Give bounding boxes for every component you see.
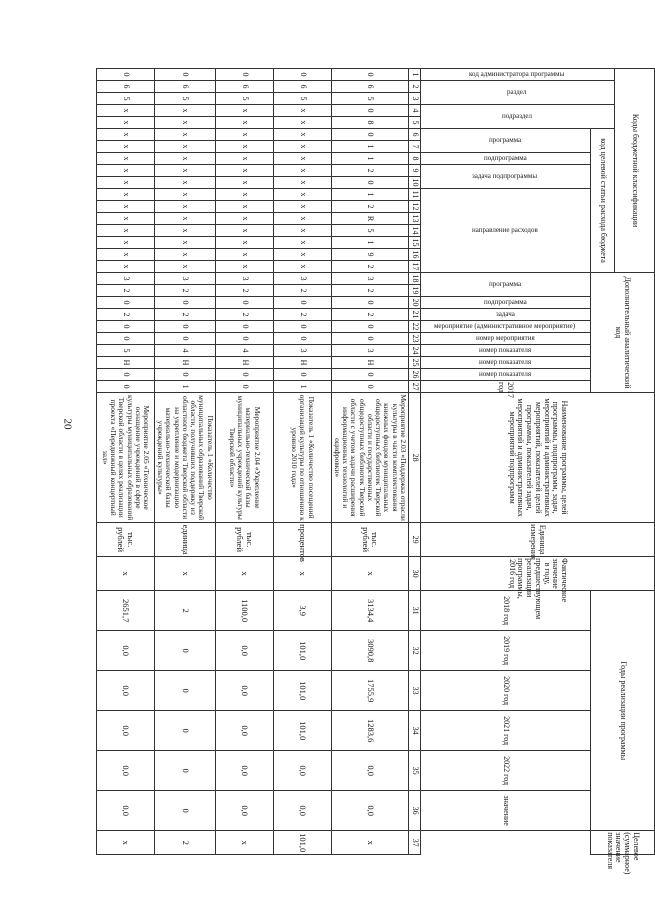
column-number: 37 [409, 831, 421, 855]
code-cell: 2 [331, 309, 408, 321]
column-number: 32 [409, 631, 421, 671]
row-value-5: 0,0 [273, 751, 331, 791]
row-value-3: 1755,9 [331, 671, 408, 711]
code-cell: х [155, 117, 216, 129]
code-cell: х [155, 201, 216, 213]
code-cell: 4 [155, 345, 216, 357]
code-cell: 4 [215, 345, 273, 357]
header-year-1: 2017 год [421, 381, 591, 393]
code-cell: х [273, 153, 331, 165]
code-cell: х [273, 225, 331, 237]
row-value-4: 1283,6 [331, 711, 408, 751]
code-cell: х [273, 213, 331, 225]
program-table [96, 68, 655, 875]
code-cell: Н [97, 357, 155, 369]
code-cell: 2 [155, 309, 216, 321]
row-value-4: 0 [155, 711, 216, 751]
code-cell: х [273, 237, 331, 249]
row-value-3: 101,0 [273, 671, 331, 711]
row-value-2: 101,0 [273, 631, 331, 671]
code-cell: 5 [215, 93, 273, 105]
code-cell: х [97, 225, 155, 237]
row-value-1: 3,9 [273, 591, 331, 631]
header-indicator-number: номер показателя [421, 345, 591, 357]
column-number: 29 [409, 523, 421, 557]
header-program-2: программа [421, 273, 591, 297]
row-value-2: 3090,8 [331, 631, 408, 671]
row-value-4: 101,0 [273, 711, 331, 751]
column-number: 11 [409, 189, 421, 201]
code-cell: х [155, 153, 216, 165]
table-row [97, 69, 155, 855]
code-cell: 2 [331, 285, 408, 297]
column-number: 23 [409, 333, 421, 345]
row-unit: тыс. рублей [215, 523, 273, 557]
code-cell: 0 [97, 321, 155, 333]
code-cell: 9 [331, 249, 408, 261]
row-target: х [331, 831, 408, 855]
code-cell: 5 [97, 93, 155, 105]
code-cell: х [97, 153, 155, 165]
code-cell: х [273, 189, 331, 201]
row-name: Показатель 1 «Количество муниципальных образований Тверской области, получивших поддержку из областного бюджета Тверской области на укрепление и модернизацию материально-технической базы учреждений культуры» [155, 393, 216, 523]
row-value-1: 3134,4 [331, 591, 408, 631]
code-cell: х [215, 153, 273, 165]
column-number: 2 [409, 81, 421, 93]
header-year-6: 2022 год [421, 751, 591, 791]
code-cell: 0 [97, 69, 155, 81]
header-unit-column: Единица измерения [421, 523, 655, 557]
code-cell: 2 [331, 165, 408, 177]
code-cell: х [273, 201, 331, 213]
code-cell: 2 [97, 309, 155, 321]
code-cell: 1 [155, 381, 216, 393]
row-name: Мероприятие 2.05 «Техническое оснащение учреждений в сфере культуры муниципальных образований Тверской области в целях реализации проекта «Передвижный концертный зал» [97, 393, 155, 523]
code-cell: х [273, 165, 331, 177]
code-cell: 0 [155, 297, 216, 309]
row-value-2: 0,0 [97, 631, 155, 671]
code-cell: 2 [97, 285, 155, 297]
header-subsection: подраздел [421, 105, 615, 129]
code-cell: х [215, 141, 273, 153]
code-cell: 2 [273, 285, 331, 297]
header-years-column: Годы реализации программы [591, 591, 655, 831]
code-cell: 1 [331, 141, 408, 153]
row-unit: тыс. рублей [97, 523, 155, 557]
header-target-column: Целевое (суммарное) значение показателя [591, 831, 655, 855]
column-number: 34 [409, 711, 421, 751]
code-cell: 5 [331, 93, 408, 105]
page-number: 20 [61, 418, 74, 430]
row-target: 2 [155, 831, 216, 855]
row-unit: процентов [273, 523, 331, 557]
column-number: 17 [409, 261, 421, 273]
header-measure: мероприятие (административное мероприятие) [421, 321, 591, 333]
code-cell: 0 [273, 333, 331, 345]
code-cell: х [215, 165, 273, 177]
code-cell: 0 [215, 333, 273, 345]
code-cell: 0 [331, 129, 408, 141]
column-number: 10 [409, 177, 421, 189]
code-cell: 0 [331, 105, 408, 117]
column-number: 18 [409, 273, 421, 285]
code-cell: R [331, 213, 408, 225]
code-cell: 6 [215, 81, 273, 93]
code-cell: 0 [155, 369, 216, 381]
header-target-article: код целевой статьи расхода бюджета [591, 129, 615, 273]
column-number: 1 [409, 69, 421, 81]
code-cell: х [97, 129, 155, 141]
code-cell: х [273, 105, 331, 117]
code-cell: 0 [215, 69, 273, 81]
code-cell: х [97, 249, 155, 261]
code-cell: 5 [155, 93, 216, 105]
code-cell: 0 [331, 69, 408, 81]
code-cell: 3 [155, 273, 216, 285]
code-cell: х [155, 177, 216, 189]
code-cell: 0 [273, 69, 331, 81]
row-target: х [97, 831, 155, 855]
code-cell: 2 [273, 309, 331, 321]
table-row [215, 69, 273, 855]
code-cell: 0 [215, 321, 273, 333]
code-cell: х [215, 201, 273, 213]
header-subprogram-2: подпрограмма [421, 297, 591, 309]
column-number: 21 [409, 309, 421, 321]
header-codes-title: Коды бюджетной классификации [615, 69, 655, 273]
column-number: 4 [409, 105, 421, 117]
row-unit: тыс. рублей [331, 523, 408, 557]
header-task-code: задача подпрограммы [421, 165, 591, 189]
code-cell: 0 [331, 381, 408, 393]
code-cell: х [215, 249, 273, 261]
column-number: 15 [409, 237, 421, 249]
code-cell: х [155, 105, 216, 117]
code-cell: 0 [331, 321, 408, 333]
code-cell: 5 [273, 93, 331, 105]
code-cell: 3 [331, 345, 408, 357]
code-cell: х [215, 189, 273, 201]
code-cell: Н [215, 357, 273, 369]
code-cell: 0 [155, 69, 216, 81]
code-cell: х [155, 237, 216, 249]
column-number: 28 [409, 393, 421, 523]
code-cell: 0 [331, 177, 408, 189]
column-number: 31 [409, 591, 421, 631]
column-number: 24 [409, 345, 421, 357]
header-direction: направление расходов [421, 189, 591, 273]
column-number: 5 [409, 117, 421, 129]
code-cell: 0 [331, 297, 408, 309]
row-value-1: 1100,0 [215, 591, 273, 631]
code-cell: 0 [97, 297, 155, 309]
code-cell: 2 [215, 309, 273, 321]
code-cell: х [273, 249, 331, 261]
row-value-4: 0,0 [97, 711, 155, 751]
column-number: 16 [409, 249, 421, 261]
code-cell: Н [273, 357, 331, 369]
row-value-1: 2 [155, 591, 216, 631]
code-cell: х [155, 165, 216, 177]
header-measure-number: номер мероприятия [421, 333, 591, 345]
code-cell: 0 [155, 321, 216, 333]
header-program: программа [421, 129, 591, 153]
row-fact: х [97, 557, 155, 591]
header-name-column: Наименование программы, целей программы, подпрограмм, задач, мероприятий и административных мероприятий, показателей целей программы, показателей задач, мероприятий и административных мероприятий подпрограмм [421, 393, 655, 523]
code-cell: х [273, 129, 331, 141]
column-number: 6 [409, 129, 421, 141]
header-indicator-number-3: номер показателя [421, 369, 591, 381]
row-value-4: 0,0 [215, 711, 273, 751]
header-target-value: значение [421, 791, 591, 831]
header-year-4: 2020 год [421, 671, 591, 711]
row-target: х [215, 831, 273, 855]
column-number: 7 [409, 141, 421, 153]
row-value-6: 0,0 [331, 791, 408, 831]
header-fact-column: Фактическое значение в году, предшествующем реализации программы, 2016 год [421, 557, 655, 591]
code-cell: 1 [273, 381, 331, 393]
code-cell: х [97, 213, 155, 225]
code-cell: х [273, 177, 331, 189]
code-cell: 0 [273, 297, 331, 309]
row-value-3: 0 [155, 671, 216, 711]
code-cell: х [155, 189, 216, 201]
column-number: 14 [409, 225, 421, 237]
header-indicator-number-2: номер показателя [421, 357, 591, 369]
code-cell: 0 [215, 369, 273, 381]
code-cell: х [97, 261, 155, 273]
code-cell: х [97, 237, 155, 249]
row-value-3: 0,0 [215, 671, 273, 711]
row-name: Показатель 1 «Количество посещений организаций культуры по отношению к уровню 2010 года» [273, 393, 331, 523]
column-number: 20 [409, 297, 421, 309]
header-additional-code: Дополнительный аналитический код [591, 273, 655, 393]
code-cell: х [97, 117, 155, 129]
header-year-5: 2021 год [421, 711, 591, 751]
code-cell: х [215, 213, 273, 225]
code-cell: 2 [215, 285, 273, 297]
column-number: 3 [409, 93, 421, 105]
code-cell: 0 [273, 321, 331, 333]
code-cell: х [155, 261, 216, 273]
row-value-6: 0,0 [273, 791, 331, 831]
row-name: Мероприятие 2.03 «Поддержка отрасли культуры в части комплектования книжных фондов муниципальных общедоступных библиотек Тверской области и государственных общедоступных библиотек Тверской области с учетом задачи расширения информационных технологий и оцифровки» [333, 394, 408, 521]
row-name: Мероприятие 2.04 «Укрепление материально-технической базы муниципальных учреждений культуры Тверской области» [215, 393, 273, 523]
code-cell: х [273, 117, 331, 129]
code-cell: 0 [215, 297, 273, 309]
code-cell: 0 [331, 369, 408, 381]
column-number: 8 [409, 153, 421, 165]
row-value-5: 0,0 [97, 751, 155, 791]
code-cell: 3 [273, 273, 331, 285]
code-cell: 5 [97, 345, 155, 357]
code-cell: 0 [155, 333, 216, 345]
code-cell: х [215, 105, 273, 117]
code-cell: 6 [273, 81, 331, 93]
code-cell: 0 [97, 369, 155, 381]
code-cell: 0 [97, 333, 155, 345]
column-number: 36 [409, 791, 421, 831]
header-year-3: 2019 год [421, 631, 591, 671]
row-value-1: 2651,7 [97, 591, 155, 631]
code-cell: х [215, 117, 273, 129]
column-number: 13 [409, 213, 421, 225]
header-section: раздел [421, 81, 615, 105]
code-cell: 6 [155, 81, 216, 93]
code-cell: 0 [97, 381, 155, 393]
column-number: 25 [409, 357, 421, 369]
code-cell: х [273, 141, 331, 153]
rotated-table-frame [101, 68, 655, 875]
code-cell: х [97, 201, 155, 213]
column-number: 30 [409, 557, 421, 591]
row-value-6: 0 [155, 791, 216, 831]
row-target: 101,0 [273, 831, 331, 855]
row-fact: х [215, 557, 273, 591]
code-cell: х [215, 177, 273, 189]
code-cell: 3 [215, 273, 273, 285]
row-unit: единица [155, 523, 216, 557]
row-value-5: 0,0 [331, 751, 408, 791]
code-cell: х [215, 261, 273, 273]
code-cell: х [97, 189, 155, 201]
code-cell: 6 [331, 81, 408, 93]
code-cell: 1 [331, 237, 408, 249]
code-cell: 2 [331, 261, 408, 273]
code-cell: х [155, 249, 216, 261]
code-cell: х [155, 129, 216, 141]
table-row [155, 69, 216, 855]
column-number: 9 [409, 165, 421, 177]
header-task: задача [421, 309, 591, 321]
code-cell: х [155, 213, 216, 225]
code-cell: Н [331, 357, 408, 369]
code-cell: х [215, 237, 273, 249]
code-cell: Н [155, 357, 216, 369]
code-cell: х [273, 261, 331, 273]
code-cell: х [97, 141, 155, 153]
code-cell: х [97, 177, 155, 189]
row-value-6: 0,0 [215, 791, 273, 831]
code-cell: х [215, 225, 273, 237]
column-number: 26 [409, 369, 421, 381]
code-cell: 5 [331, 225, 408, 237]
table-row [331, 69, 408, 855]
code-cell: х [97, 105, 155, 117]
column-number: 19 [409, 285, 421, 297]
code-cell: 3 [331, 273, 408, 285]
code-cell: х [155, 141, 216, 153]
row-value-5: 0,0 [215, 751, 273, 791]
row-value-6: 0,0 [97, 791, 155, 831]
header-year-2: 2018 год [421, 591, 591, 631]
code-cell: 6 [97, 81, 155, 93]
row-value-3: 0,0 [97, 671, 155, 711]
code-cell: 0 [273, 369, 331, 381]
code-cell: 3 [97, 273, 155, 285]
column-number: 27 [409, 381, 421, 393]
code-cell: 3 [273, 345, 331, 357]
column-number: 33 [409, 671, 421, 711]
header-subprogram: подпрограмма [421, 153, 591, 165]
row-fact: х [273, 557, 331, 591]
code-cell: 1 [331, 189, 408, 201]
code-cell: х [215, 129, 273, 141]
code-cell: 0 [331, 333, 408, 345]
row-value-5: 0 [155, 751, 216, 791]
column-number: 22 [409, 321, 421, 333]
code-cell: х [155, 225, 216, 237]
code-cell: 1 [331, 153, 408, 165]
row-fact: х [331, 557, 408, 591]
column-number: 35 [409, 751, 421, 791]
table-row [273, 69, 331, 855]
code-cell: 0 [215, 381, 273, 393]
code-cell: 2 [155, 285, 216, 297]
code-cell: х [97, 165, 155, 177]
code-cell: 8 [331, 117, 408, 129]
header-admin-code: код администратора программы [421, 69, 615, 81]
column-number: 12 [409, 201, 421, 213]
row-fact: х [155, 557, 216, 591]
code-cell: 2 [331, 201, 408, 213]
row-value-2: 0,0 [215, 631, 273, 671]
row-value-2: 0 [155, 631, 216, 671]
